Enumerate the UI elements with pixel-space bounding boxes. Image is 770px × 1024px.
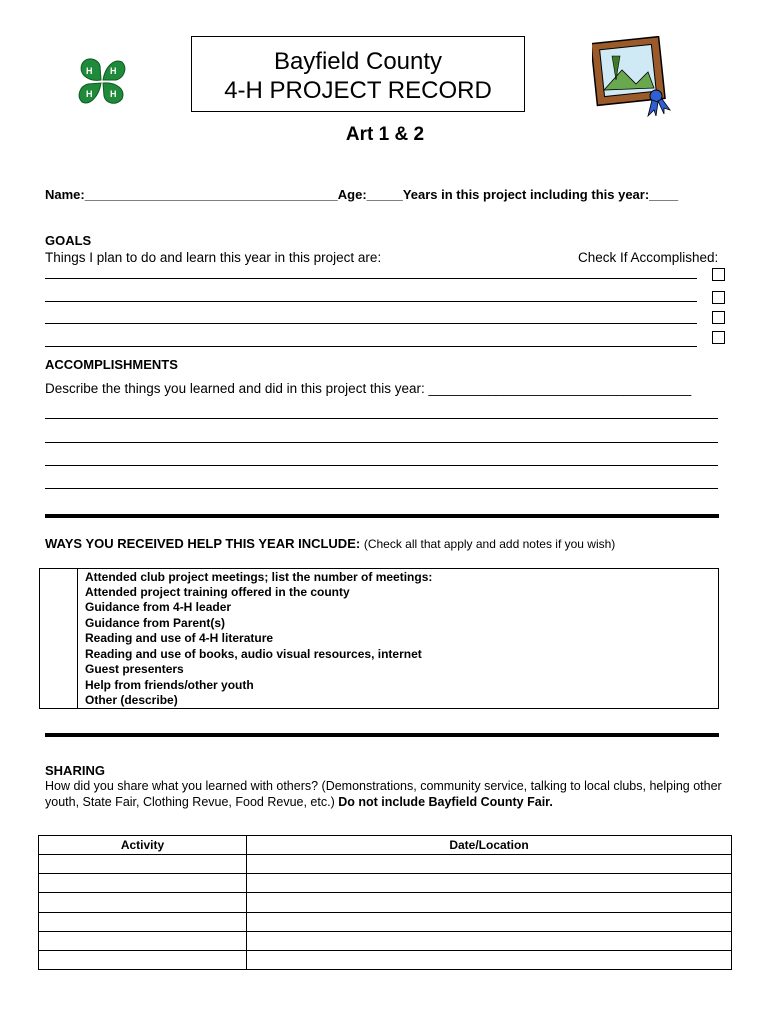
activity-row	[39, 931, 732, 950]
project-subtitle: Art 1 & 2	[345, 124, 425, 145]
accomplishment-line-3[interactable]	[45, 465, 718, 466]
help-check-cell[interactable]	[40, 677, 78, 693]
goal-checkbox-4[interactable]	[712, 331, 725, 344]
date-location-cell[interactable]	[247, 931, 732, 950]
section-divider	[45, 514, 719, 518]
goal-line-3[interactable]	[45, 323, 697, 324]
activity-cell[interactable]	[39, 874, 247, 893]
sharing-description	[45, 778, 725, 810]
help-row	[40, 677, 719, 693]
4h-clover-logo-icon	[76, 56, 128, 108]
goal-line-2[interactable]	[45, 301, 697, 302]
help-item-label: Help from friends/other youth	[78, 677, 719, 693]
title-record: 4-H PROJECT RECORD	[224, 77, 492, 104]
date-location-cell[interactable]	[247, 950, 732, 969]
help-row	[40, 569, 719, 585]
help-item-label: Reading and use of 4-H literature	[78, 631, 719, 647]
goal-checkbox-3[interactable]	[712, 311, 725, 324]
goal-checkbox-2[interactable]	[712, 291, 725, 304]
framed-picture-ribbon-icon	[592, 36, 676, 118]
help-row	[40, 646, 719, 662]
help-checklist-table	[39, 568, 719, 709]
name-age-years-line[interactable]: Name:___________________________________Age:_____Years in this project including this year:____	[45, 187, 679, 202]
help-item-label: Guest presenters	[78, 662, 719, 678]
accomplishment-line-1[interactable]	[45, 418, 718, 419]
sharing-emphasis: Do not include Bayfield County Fair.	[338, 795, 553, 809]
activity-cell[interactable]	[39, 893, 247, 912]
help-row	[40, 631, 719, 647]
help-row	[40, 584, 719, 600]
goal-line-4[interactable]	[45, 346, 697, 347]
help-item-label: Other (describe)	[78, 693, 719, 709]
activity-cell[interactable]	[39, 855, 247, 874]
help-heading-text: WAYS YOU RECEIVED HELP THIS YEAR INCLUDE:	[45, 536, 361, 551]
help-item-label: Guidance from 4-H leader	[78, 600, 719, 616]
help-item-label: Attended project training offered in the county	[78, 584, 719, 600]
goals-prompt: Things I plan to do and learn this year in this project are:	[45, 250, 382, 265]
help-heading-note: (Check all that apply and add notes if you wish)	[363, 537, 616, 551]
activity-row	[39, 893, 732, 912]
activity-row	[39, 855, 732, 874]
help-item-label: Guidance from Parent(s)	[78, 615, 719, 631]
title-county: Bayfield County	[273, 48, 443, 75]
activity-row	[39, 874, 732, 893]
activity-column-header: Activity	[39, 836, 247, 855]
section-divider	[45, 733, 719, 737]
activity-cell[interactable]	[39, 931, 247, 950]
help-check-cell[interactable]	[40, 600, 78, 616]
activity-row	[39, 950, 732, 969]
help-check-cell[interactable]	[40, 631, 78, 647]
title-box	[191, 36, 525, 112]
accomplishment-line-4[interactable]	[45, 488, 718, 489]
goal-checkbox-1[interactable]	[712, 268, 725, 281]
help-item-label: Attended club project meetings; list the number of meetings:	[78, 569, 719, 585]
help-heading	[45, 536, 615, 551]
help-item-label: Reading and use of books, audio visual resources, internet	[78, 646, 719, 662]
help-check-cell[interactable]	[40, 662, 78, 678]
sharing-heading: SHARING	[45, 763, 105, 778]
help-row	[40, 615, 719, 631]
help-check-cell[interactable]	[40, 693, 78, 709]
svg-text:H: H	[110, 66, 117, 76]
goal-line-1[interactable]	[45, 278, 697, 279]
help-check-cell[interactable]	[40, 569, 78, 585]
svg-text:H: H	[86, 89, 93, 99]
activity-cell[interactable]	[39, 950, 247, 969]
date-location-cell[interactable]	[247, 912, 732, 931]
svg-text:H: H	[86, 66, 93, 76]
check-accomplished-label: Check If Accomplished:	[578, 250, 719, 265]
accomplishment-line-2[interactable]	[45, 442, 718, 443]
date-location-cell[interactable]	[247, 893, 732, 912]
accomplishments-prompt[interactable]: Describe the things you learned and did in this project this year: ___________________________________	[45, 381, 692, 396]
help-row	[40, 600, 719, 616]
goals-heading: GOALS	[45, 233, 92, 248]
svg-text:H: H	[110, 89, 117, 99]
date-location-column-header: Date/Location	[247, 836, 732, 855]
date-location-cell[interactable]	[247, 855, 732, 874]
help-check-cell[interactable]	[40, 615, 78, 631]
accomplishments-heading: ACCOMPLISHMENTS	[45, 357, 178, 372]
activity-row	[39, 912, 732, 931]
help-row	[40, 662, 719, 678]
activity-cell[interactable]	[39, 912, 247, 931]
sharing-activity-table	[38, 835, 732, 970]
help-check-cell[interactable]	[40, 584, 78, 600]
sharing-text: How did you share what you learned with others? (Demonstrations, community service, talking to local clubs, helping other youth, State Fair, Clothing Revue, Food Revue, etc.)	[45, 779, 722, 809]
help-row	[40, 693, 719, 709]
help-check-cell[interactable]	[40, 646, 78, 662]
date-location-cell[interactable]	[247, 874, 732, 893]
